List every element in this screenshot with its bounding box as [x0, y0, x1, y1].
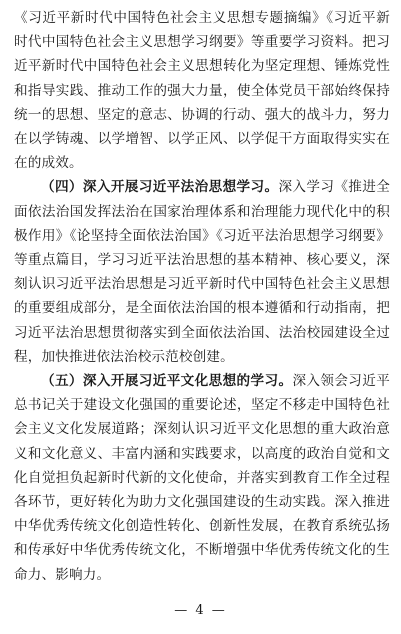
section-heading-five: （五）深入开展习近平文化思想的学习。 — [41, 373, 293, 390]
paragraph-study-materials — [14, 6, 390, 175]
page-number: — 4 — — [174, 603, 227, 618]
paragraph-rule-of-law — [14, 175, 390, 369]
paragraph-text: 深入学习《推进全面依法治国发挥法治在国家治理体系和治理能力现代化中的积极作用》《论坚持全面依法治国》《习近平法治思想学习纲要》等重点篇目，学习习近平法治思想的基本精神、核心要义，深刻认识习近平法治思想是习近平新时代中国特色社会主义思想的重要组成部分，是全面依法治国的根本遵循和行动指南，把习近平法治思想贯彻落实到全面依法治国、法治校园建设全过程，加快推进依法治校示范校创建。 — [14, 179, 390, 365]
paragraph-culture — [14, 369, 390, 587]
document-body — [14, 6, 390, 587]
paragraph-text: 《习近平新时代中国特色社会主义思想专题摘编》《习近平新时代中国特色社会主义思想学习纲要》等重要学习资料。把习近平新时代中国特色社会主义思想转化为坚定理想、锤炼党性和指导实践、推动工作的强大力量，使全体党员干部始终保持统一的思想、坚定的意志、协调的行动、强大的战斗力，努力在以学铸魂、以学增智、以学正风、以学促干方面取得实实在在的成效。 — [14, 10, 390, 172]
section-heading-four: （四）深入开展习近平法治思想学习。 — [41, 179, 279, 196]
paragraph-text: 深入领会习近平总书记关于建设文化强国的重要论述，坚定不移走中国特色社会主义文化发展道路；深刻认识习近平文化思想的重大政治意义和文化意义、丰富内涵和实践要求，以高度的政治自觉和文化自觉担负起新时代新的文化使命，并落实到教育工作全过程各环节，更好转化为助力文化强国建设的生动实践。深入推进中华优秀传统文化创造性转化、创新性发展，在教育系统弘扬和传承好中华优秀传统文化，不断增强中华优秀传统文化的生命力、影响力。 — [14, 373, 390, 583]
